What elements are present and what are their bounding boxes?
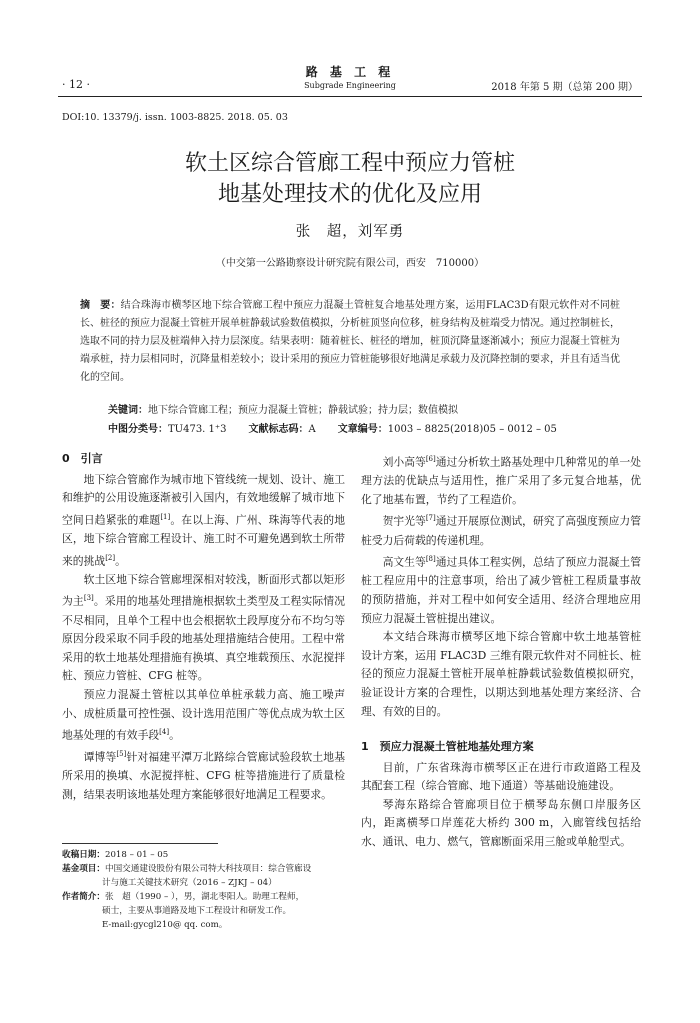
paragraph: 刘小高等[6]通过分析软土路基处理中几种常见的单一处理方法的优缺点与适用性，推广采用了多元复合地基，优化了地基布置，节约了工程造价。 — [361, 455, 642, 506]
paragraph: 本文结合珠海市横琴区地下综合管廊中软土地基管桩设计方案，运用 FLAC3D 三维有限元软件对不同桩长、桩径的预应力混凝土管桩开展单桩静载试验数值模拟研究，验证设计方案的合理性，以期达到地基处理方案经济、合理、有效的目的。 — [361, 630, 641, 718]
doc-code-label: 文献标志码： — [248, 424, 309, 435]
citation: [3] — [83, 594, 94, 603]
paper-title — [0, 148, 700, 210]
article-number-value: 1003 – 8825(2018)05 – 0012 – 05 — [387, 424, 557, 435]
paragraph: 地下综合管廊作为城市地下管线统一规划、设计、施工和维护的公用设施逐渐被引入国内，有效地缓解了城市地下空间日趋紧张的难题[1]。在以上海、广州、珠海等代表的地区，地下综合管廊工程设计、施工时不可避免遇到软土所带来的挑战[2]。 — [62, 472, 346, 568]
header-rule — [58, 96, 642, 97]
abstract — [80, 297, 620, 387]
abstract-text: 结合珠海市横琴区地下综合管廊工程中预应力混凝土管桩复合地基处理方案，运用FLAC3D有限元软件对不同桩长、桩径的预应力混凝土管桩开展单桩静载试验数值模拟，分析桩顶竖向位移，桩身结构及桩端受力情况。通过控制桩长，选取不同的持力层及桩端伸入持力层深度。结果表明：随着桩长、桩径的增加，桩顶沉降量逐渐减小；预应力混凝土管桩为端承桩，持力层相同时，沉降量相差较小；设计采用的预应力管桩能够很好地满足承载力及沉降控制的要求，并且有适当优化的空间。 — [80, 300, 620, 383]
clc-value: TU473. 1⁺3 — [168, 424, 227, 435]
author-bio: 作者简介：张 超（1990 – ），男，湖北枣阳人。助理工程师， — [62, 892, 305, 902]
doc-code-value: A — [308, 424, 316, 435]
journal-name-cn: 路 基 工 程 — [305, 65, 395, 79]
footnote-rule — [62, 843, 218, 844]
paragraph: 目前，广东省珠海市横琴区正在进行市政道路工程及其配套工程（综合管廊、地下通道）等基础设施建设。 — [361, 760, 641, 793]
author-email: E-mail:gycgl210@ qq. com。 — [102, 920, 228, 930]
section-heading-1: 1 预应力混凝土管桩地基处理方案 — [361, 740, 534, 754]
classification-line — [108, 420, 620, 435]
fund-info: 基金项目：中国交通建设股份有限公司特大科技项目：综合管廊设 — [62, 864, 312, 874]
citation: [1] — [160, 512, 171, 521]
clc-label: 中图分类号： — [108, 424, 168, 435]
authors: 张 超，刘军勇 — [295, 224, 405, 240]
paragraph: 预应力混凝土管桩以其单位单桩承载力高、施工噪声小、成桩质量可控性强、设计选用范围广等优点成为软土区地基处理的有效手段[4]。 — [62, 687, 345, 742]
paragraph: 琴海东路综合管廊项目位于横琴岛东侧口岸服务区内，距离横琴口岸莲花大桥约 300 m，入廊管线包括给水、通讯、电力、燃气，管廊断面采用三舱或单舱型式。 — [361, 797, 641, 849]
paragraph: 贺宇光等[7]通过开展原位测试，研究了高强度预应力管桩受力后荷载的传递机理。 — [361, 514, 642, 547]
paragraph: 谭博等[5]针对福建平潭万北路综合管廊试验段软土地基所采用的换填、水泥搅拌桩、CFG 桩等措施进行了质量检测，结果表明该地基处理方案能够很好地满足工程要求。 — [62, 750, 346, 802]
keywords-label: 关键词： — [108, 405, 148, 416]
title-line-1: 软土区综合管廊工程中预应力管桩 — [184, 151, 515, 176]
citation: [7] — [425, 514, 436, 523]
left-column — [62, 450, 345, 805]
doi: DOI:10. 13379/j. issn. 1003-8825. 2018. 05. 03 — [62, 112, 288, 123]
paragraph: 高文生等[8]通过具体工程实例，总结了预应力混凝土管桩工程应用中的注意事项，给出了减少管桩工程质量事故的预防措施，并对工程中如何安全适用、经济合理地应用预应力混凝土管桩提出建议。 — [361, 555, 642, 625]
paragraph: 软土区地下综合管廊埋深相对较浅，断面形式都以矩形为主[3]。采用的地基处理措施根据软土类型及工程实际情况不尽相同，且单个工程中也会根据软土段厚度分布不均匀等原因分段采取不同手段的地基处理措施结合使用。工程中常采用的软土地基处理措施有换填、真空堆载预压、水泥搅拌桩、预应力管桩、CFG 桩等。 — [62, 572, 346, 683]
abstract-label: 摘 要： — [80, 300, 121, 311]
keywords-text: 地下综合管廊工程；预应力混凝土管桩；静载试验；持力层；数值模拟 — [148, 405, 458, 416]
page-number: · 12 · — [62, 78, 90, 91]
citation: [2] — [105, 553, 116, 562]
affiliation: （中交第一公路勘察设计研究院有限公司，西安 710000） — [215, 258, 485, 269]
footnotes — [62, 848, 348, 932]
citation: [5] — [116, 750, 127, 759]
article-number-label: 文章编号： — [337, 424, 388, 435]
issue-info: 2018 年第 5 期（总第 200 期） — [491, 82, 638, 93]
right-column — [361, 450, 641, 852]
citation: [8] — [425, 555, 436, 564]
citation: [6] — [425, 455, 436, 463]
title-line-2: 地基处理技术的优化及应用 — [217, 182, 482, 207]
author-bio-cont: 硕士，主要从事道路及地下工程设计和研发工作。 — [102, 906, 292, 916]
citation: [4] — [159, 728, 170, 737]
keywords — [108, 401, 620, 416]
journal-name-en: Subgrade Engineering — [304, 81, 396, 90]
section-heading-introduction: 0 引言 — [62, 452, 103, 465]
received-date: 收稿日期：2018 – 01 – 05 — [62, 850, 169, 860]
fund-info-cont: 计与施工关键技术研究（2016 – ZJKJ – 04） — [102, 878, 277, 888]
